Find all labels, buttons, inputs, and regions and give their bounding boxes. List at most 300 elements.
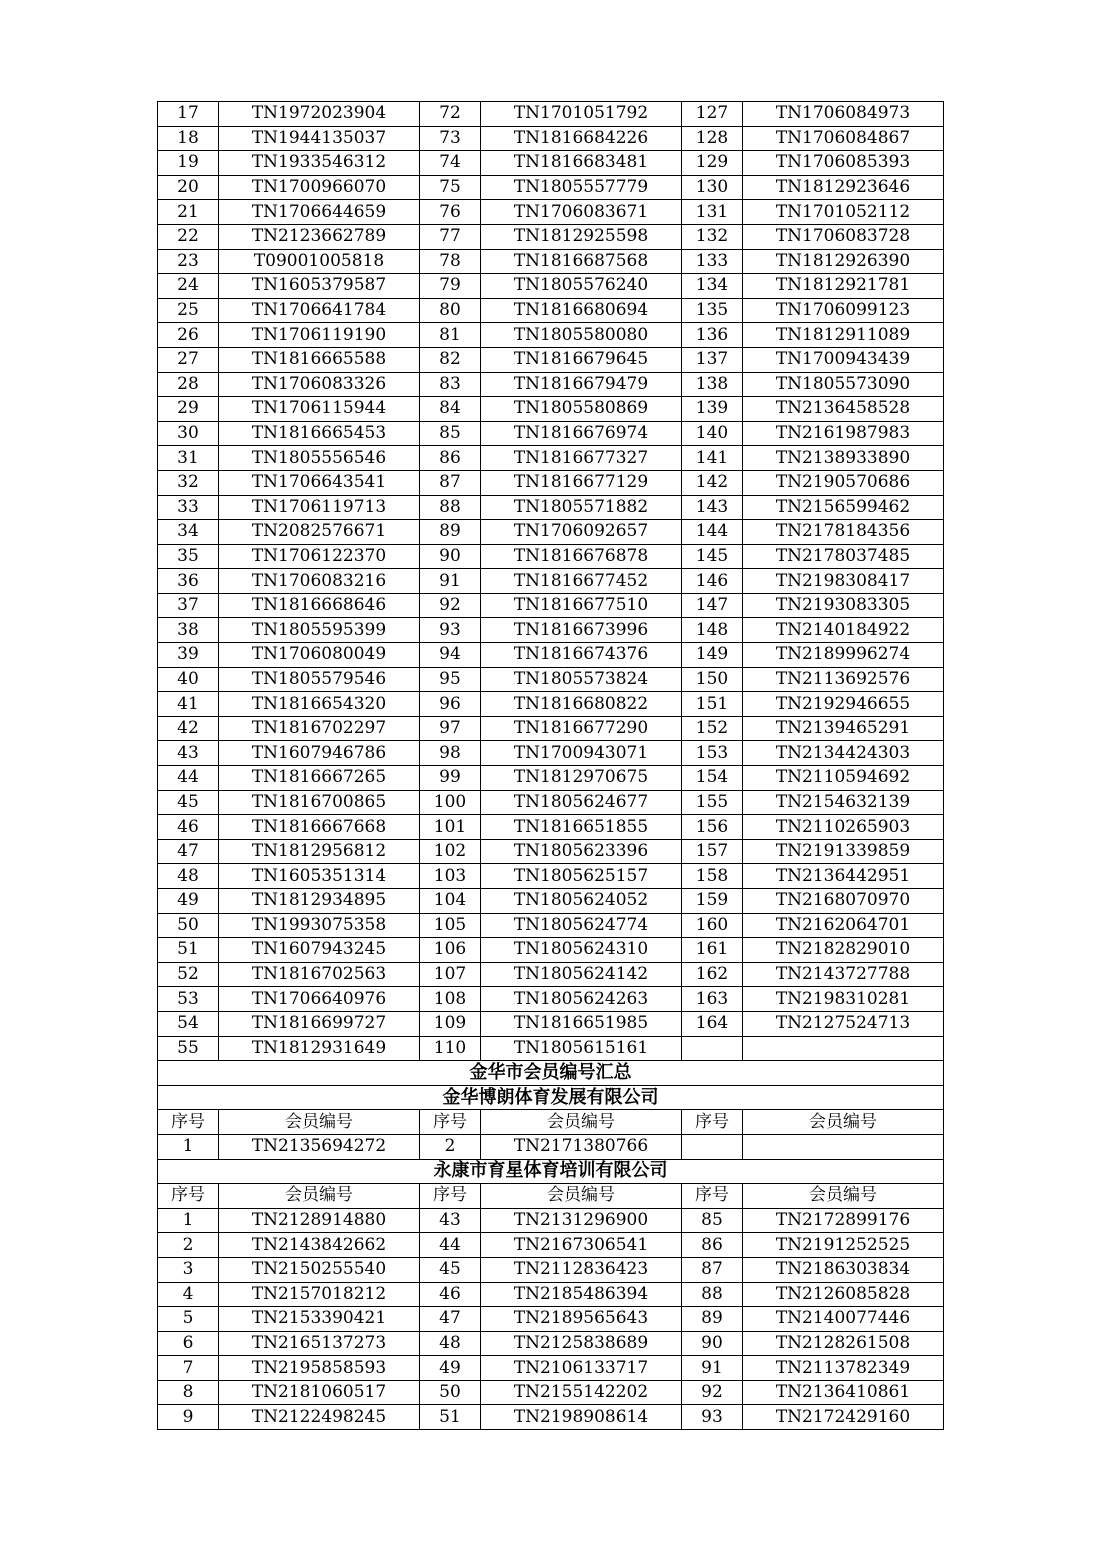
- member-id-cell: TN1805571882: [481, 495, 682, 520]
- seq-number-cell: 85: [420, 421, 481, 446]
- member-id-cell: TN1816674376: [481, 643, 682, 668]
- member-id-cell: TN1816679479: [481, 372, 682, 397]
- seq-number-cell: 140: [682, 421, 743, 446]
- member-id-cell: TN1812921781: [743, 274, 944, 299]
- member-id-cell: TN1816677290: [481, 716, 682, 741]
- member-id-cell: TN2128261508: [743, 1331, 944, 1356]
- member-id-cell: TN2181060517: [219, 1380, 420, 1405]
- seq-number-cell: 33: [158, 495, 219, 520]
- member-id-cell: TN1706083326: [219, 372, 420, 397]
- table-row: [158, 1356, 944, 1381]
- table-row: [158, 962, 944, 987]
- member-id-cell: TN2128914880: [219, 1208, 420, 1233]
- member-id-cell: TN2138933890: [743, 446, 944, 471]
- seq-number-cell: 161: [682, 938, 743, 963]
- member-id-cell: TN1706085393: [743, 151, 944, 176]
- member-id-cell: TN2106133717: [481, 1356, 682, 1381]
- member-id-cell: TN1816668646: [219, 593, 420, 618]
- seq-number-cell: 30: [158, 421, 219, 446]
- member-id-cell: TN1805557779: [481, 175, 682, 200]
- table-row: [158, 1011, 944, 1036]
- seq-number-cell: 91: [420, 569, 481, 594]
- seq-number-cell: 5: [158, 1307, 219, 1332]
- seq-number-cell: 41: [158, 692, 219, 717]
- table-row: [158, 274, 944, 299]
- member-id-cell: TN1706083671: [481, 200, 682, 225]
- seq-number-cell: 46: [420, 1282, 481, 1307]
- member-id-cell: TN1816700865: [219, 790, 420, 815]
- member-id-cell: TN1816680694: [481, 298, 682, 323]
- seq-number-cell: 45: [420, 1257, 481, 1282]
- member-id-cell: TN2172899176: [743, 1208, 944, 1233]
- company-title: 金华博朗体育发展有限公司: [158, 1085, 944, 1110]
- member-id-cell: TN1816665588: [219, 347, 420, 372]
- member-id-cell: TN1816684226: [481, 126, 682, 151]
- summary-title-row: [158, 1061, 944, 1086]
- seq-number-cell: 105: [420, 913, 481, 938]
- member-id-cell: TN1805624677: [481, 790, 682, 815]
- member-id-cell: TN2134424303: [743, 741, 944, 766]
- member-id-cell: TN1816680822: [481, 692, 682, 717]
- seq-number-cell: 92: [420, 593, 481, 618]
- table-row: [158, 495, 944, 520]
- seq-number-cell: 44: [158, 766, 219, 791]
- member-id-cell: TN1706083216: [219, 569, 420, 594]
- seq-number-cell: 95: [420, 667, 481, 692]
- seq-number-cell: 139: [682, 397, 743, 422]
- member-id-cell: TN2193083305: [743, 593, 944, 618]
- table-row: [158, 667, 944, 692]
- table-row: [158, 593, 944, 618]
- seq-number-cell: 157: [682, 839, 743, 864]
- table-row: [158, 692, 944, 717]
- table-row: [158, 372, 944, 397]
- seq-number-cell: 31: [158, 446, 219, 471]
- table-row: [158, 1036, 944, 1061]
- seq-number-cell: 79: [420, 274, 481, 299]
- member-id-cell: TN1607943245: [219, 938, 420, 963]
- table-row: [158, 790, 944, 815]
- seq-header: 序号: [158, 1184, 219, 1209]
- member-id-cell: TN1816651855: [481, 815, 682, 840]
- member-id-cell: TN1706122370: [219, 544, 420, 569]
- seq-number-cell: 129: [682, 151, 743, 176]
- member-id-header: 会员编号: [219, 1184, 420, 1209]
- seq-number-cell: 87: [682, 1257, 743, 1282]
- seq-number-cell: 142: [682, 470, 743, 495]
- seq-number-cell: 21: [158, 200, 219, 225]
- table-row: [158, 741, 944, 766]
- member-id-cell: TN1805615161: [481, 1036, 682, 1061]
- seq-number-cell: 152: [682, 716, 743, 741]
- seq-number-cell: 36: [158, 569, 219, 594]
- table-row: [158, 1380, 944, 1405]
- member-id-cell: TN2189565643: [481, 1307, 682, 1332]
- member-id-cell: TN1706119713: [219, 495, 420, 520]
- seq-number-cell: 47: [420, 1307, 481, 1332]
- member-id-cell: TN2190570686: [743, 470, 944, 495]
- member-id-cell: TN1816665453: [219, 421, 420, 446]
- seq-number-cell: 92: [682, 1380, 743, 1405]
- seq-number-cell: 49: [420, 1356, 481, 1381]
- seq-number-cell: 51: [420, 1405, 481, 1430]
- seq-number-cell: 7: [158, 1356, 219, 1381]
- member-id-cell: TN2182829010: [743, 938, 944, 963]
- table-row: [158, 347, 944, 372]
- member-id-cell: TN2195858593: [219, 1356, 420, 1381]
- member-id-cell: TN2154632139: [743, 790, 944, 815]
- member-id-header: 会员编号: [743, 1110, 944, 1135]
- member-id-cell: TN2186303834: [743, 1257, 944, 1282]
- member-id-cell: TN1805623396: [481, 839, 682, 864]
- seq-number-cell: 106: [420, 938, 481, 963]
- member-id-cell: TN2150255540: [219, 1257, 420, 1282]
- seq-number-cell: 40: [158, 667, 219, 692]
- seq-number-cell: 1: [158, 1208, 219, 1233]
- member-id-cell: TN1706099123: [743, 298, 944, 323]
- member-id-cell: TN2082576671: [219, 520, 420, 545]
- company-title-row: [158, 1159, 944, 1184]
- member-id-cell: TN1805573824: [481, 667, 682, 692]
- seq-number-cell: 100: [420, 790, 481, 815]
- seq-number-cell: 131: [682, 200, 743, 225]
- member-id-cell: TN1816687568: [481, 249, 682, 274]
- member-id-cell: TN1605379587: [219, 274, 420, 299]
- member-id-cell: TN1706083728: [743, 224, 944, 249]
- table-row: [158, 446, 944, 471]
- seq-number-cell: 80: [420, 298, 481, 323]
- seq-number-cell: 149: [682, 643, 743, 668]
- member-id-cell: TN1700943439: [743, 347, 944, 372]
- seq-number-cell: 93: [682, 1405, 743, 1430]
- member-id-header: 会员编号: [481, 1184, 682, 1209]
- seq-number-cell: 87: [420, 470, 481, 495]
- seq-number-cell: 137: [682, 347, 743, 372]
- seq-number-cell: 143: [682, 495, 743, 520]
- seq-number-cell: 23: [158, 249, 219, 274]
- member-id-cell: TN1605351314: [219, 864, 420, 889]
- seq-number-cell: 158: [682, 864, 743, 889]
- member-id-cell: [743, 1036, 944, 1061]
- member-id-cell: TN2113782349: [743, 1356, 944, 1381]
- seq-number-cell: 136: [682, 323, 743, 348]
- seq-number-cell: 19: [158, 151, 219, 176]
- table-row: [158, 126, 944, 151]
- table-row: [158, 618, 944, 643]
- member-id-cell: TN2157018212: [219, 1282, 420, 1307]
- seq-number-cell: 43: [158, 741, 219, 766]
- table-row: [158, 421, 944, 446]
- member-id-cell: TN1816676974: [481, 421, 682, 446]
- column-header-row: [158, 1184, 944, 1209]
- seq-number-cell: 128: [682, 126, 743, 151]
- member-id-cell: TN1816683481: [481, 151, 682, 176]
- column-header-row: [158, 1110, 944, 1135]
- table-row: [158, 249, 944, 274]
- member-id-cell: TN1816702297: [219, 716, 420, 741]
- seq-header: 序号: [420, 1184, 481, 1209]
- member-id-cell: TN1816677510: [481, 593, 682, 618]
- member-id-cell: TN1706115944: [219, 397, 420, 422]
- seq-number-cell: 35: [158, 544, 219, 569]
- table-row: [158, 569, 944, 594]
- seq-number-cell: 43: [420, 1208, 481, 1233]
- seq-number-cell: 133: [682, 249, 743, 274]
- member-id-cell: TN1805624142: [481, 962, 682, 987]
- member-id-cell: TN1816673996: [481, 618, 682, 643]
- member-id-cell: TN1816676878: [481, 544, 682, 569]
- table-row: [158, 1134, 944, 1159]
- member-id-cell: TN1805624052: [481, 889, 682, 914]
- seq-number-cell: 81: [420, 323, 481, 348]
- member-id-cell: TN1706644659: [219, 200, 420, 225]
- table-row: [158, 716, 944, 741]
- seq-number-cell: 75: [420, 175, 481, 200]
- seq-number-cell: 50: [158, 913, 219, 938]
- seq-number-cell: 54: [158, 1011, 219, 1036]
- seq-number-cell: 141: [682, 446, 743, 471]
- seq-number-cell: 107: [420, 962, 481, 987]
- member-id-cell: TN1701051792: [481, 102, 682, 127]
- seq-number-cell: 155: [682, 790, 743, 815]
- seq-number-cell: 130: [682, 175, 743, 200]
- member-id-cell: TN2172429160: [743, 1405, 944, 1430]
- seq-number-cell: 20: [158, 175, 219, 200]
- seq-number-cell: 82: [420, 347, 481, 372]
- member-id-cell: TN1706084867: [743, 126, 944, 151]
- table-row: [158, 864, 944, 889]
- table-row: [158, 1331, 944, 1356]
- seq-number-cell: 29: [158, 397, 219, 422]
- member-id-cell: TN1812926390: [743, 249, 944, 274]
- member-id-cell: TN2122498245: [219, 1405, 420, 1430]
- member-id-cell: TN1944135037: [219, 126, 420, 151]
- table-row: [158, 470, 944, 495]
- member-id-cell: TN1805624774: [481, 913, 682, 938]
- member-id-cell: TN1805573090: [743, 372, 944, 397]
- seq-number-cell: 42: [158, 716, 219, 741]
- table-row: [158, 987, 944, 1012]
- member-id-table: [157, 101, 944, 1430]
- table-row: [158, 889, 944, 914]
- seq-number-cell: 104: [420, 889, 481, 914]
- seq-number-cell: 17: [158, 102, 219, 127]
- member-id-cell: TN1706080049: [219, 643, 420, 668]
- seq-number-cell: 160: [682, 913, 743, 938]
- member-id-cell: TN2185486394: [481, 1282, 682, 1307]
- member-id-cell: TN1805595399: [219, 618, 420, 643]
- member-id-cell: TN1805624310: [481, 938, 682, 963]
- member-id-cell: TN1816654320: [219, 692, 420, 717]
- member-id-cell: TN1706092657: [481, 520, 682, 545]
- member-id-cell: TN1805556546: [219, 446, 420, 471]
- seq-number-cell: 74: [420, 151, 481, 176]
- seq-number-cell: 156: [682, 815, 743, 840]
- seq-number-cell: 78: [420, 249, 481, 274]
- member-id-cell: TN2192946655: [743, 692, 944, 717]
- member-id-cell: TN1812931649: [219, 1036, 420, 1061]
- seq-number-cell: 148: [682, 618, 743, 643]
- seq-number-cell: 48: [420, 1331, 481, 1356]
- seq-number-cell: 88: [682, 1282, 743, 1307]
- seq-number-cell: [682, 1134, 743, 1159]
- member-id-cell: TN2113692576: [743, 667, 944, 692]
- member-id-cell: TN1805579546: [219, 667, 420, 692]
- seq-number-cell: 47: [158, 839, 219, 864]
- seq-number-cell: 28: [158, 372, 219, 397]
- seq-number-cell: 84: [420, 397, 481, 422]
- table-row: [158, 643, 944, 668]
- member-id-cell: T09001005818: [219, 249, 420, 274]
- table-row: [158, 200, 944, 225]
- seq-number-cell: 50: [420, 1380, 481, 1405]
- seq-number-cell: 147: [682, 593, 743, 618]
- member-id-cell: TN1805580869: [481, 397, 682, 422]
- member-id-cell: TN2110594692: [743, 766, 944, 791]
- seq-header: 序号: [682, 1184, 743, 1209]
- seq-number-cell: 39: [158, 643, 219, 668]
- seq-number-cell: 9: [158, 1405, 219, 1430]
- seq-number-cell: 164: [682, 1011, 743, 1036]
- table-row: [158, 323, 944, 348]
- seq-number-cell: 101: [420, 815, 481, 840]
- member-id-cell: TN2168070970: [743, 889, 944, 914]
- member-id-cell: TN2171380766: [481, 1134, 682, 1159]
- seq-number-cell: 18: [158, 126, 219, 151]
- member-id-cell: TN1812923646: [743, 175, 944, 200]
- member-id-cell: TN1706084973: [743, 102, 944, 127]
- member-id-cell: TN1972023904: [219, 102, 420, 127]
- member-id-cell: TN1816699727: [219, 1011, 420, 1036]
- seq-number-cell: 85: [682, 1208, 743, 1233]
- table-row: [158, 175, 944, 200]
- seq-number-cell: 2: [158, 1233, 219, 1258]
- member-id-cell: TN1701052112: [743, 200, 944, 225]
- member-id-cell: TN1805580080: [481, 323, 682, 348]
- table-row: [158, 839, 944, 864]
- seq-number-cell: 90: [420, 544, 481, 569]
- seq-header: 序号: [158, 1110, 219, 1135]
- table-row: [158, 1208, 944, 1233]
- company-title-row: [158, 1085, 944, 1110]
- table-row: [158, 544, 944, 569]
- seq-number-cell: 8: [158, 1380, 219, 1405]
- member-id-cell: TN2198310281: [743, 987, 944, 1012]
- seq-number-cell: 91: [682, 1356, 743, 1381]
- member-id-cell: TN1816677327: [481, 446, 682, 471]
- seq-number-cell: 46: [158, 815, 219, 840]
- member-id-cell: TN2178184356: [743, 520, 944, 545]
- member-id-cell: TN2198308417: [743, 569, 944, 594]
- seq-number-cell: 45: [158, 790, 219, 815]
- seq-number-cell: 49: [158, 889, 219, 914]
- member-id-cell: TN1706641784: [219, 298, 420, 323]
- member-id-header: 会员编号: [219, 1110, 420, 1135]
- member-id-cell: TN2191252525: [743, 1233, 944, 1258]
- member-id-cell: TN2136442951: [743, 864, 944, 889]
- member-id-cell: TN2136410861: [743, 1380, 944, 1405]
- seq-number-cell: 97: [420, 716, 481, 741]
- seq-number-cell: 132: [682, 224, 743, 249]
- member-id-cell: TN2167306541: [481, 1233, 682, 1258]
- member-id-cell: [743, 1134, 944, 1159]
- seq-number-cell: 86: [682, 1233, 743, 1258]
- seq-number-cell: 6: [158, 1331, 219, 1356]
- member-id-cell: TN1993075358: [219, 913, 420, 938]
- seq-number-cell: 32: [158, 470, 219, 495]
- seq-number-cell: 90: [682, 1331, 743, 1356]
- seq-number-cell: 103: [420, 864, 481, 889]
- member-id-cell: TN2198908614: [481, 1405, 682, 1430]
- seq-number-cell: 146: [682, 569, 743, 594]
- seq-number-cell: 44: [420, 1233, 481, 1258]
- member-id-cell: TN1812934895: [219, 889, 420, 914]
- member-id-cell: TN1816679645: [481, 347, 682, 372]
- member-id-cell: TN1706643541: [219, 470, 420, 495]
- member-id-cell: TN2162064701: [743, 913, 944, 938]
- member-id-cell: TN2112836423: [481, 1257, 682, 1282]
- seq-number-cell: 53: [158, 987, 219, 1012]
- seq-number-cell: 162: [682, 962, 743, 987]
- member-id-cell: TN2131296900: [481, 1208, 682, 1233]
- table-row: [158, 397, 944, 422]
- table-row: [158, 151, 944, 176]
- seq-number-cell: 159: [682, 889, 743, 914]
- seq-number-cell: 99: [420, 766, 481, 791]
- seq-number-cell: 102: [420, 839, 481, 864]
- member-id-cell: TN1816667265: [219, 766, 420, 791]
- member-id-cell: TN2110265903: [743, 815, 944, 840]
- seq-number-cell: 26: [158, 323, 219, 348]
- table-row: [158, 520, 944, 545]
- seq-number-cell: 109: [420, 1011, 481, 1036]
- member-id-cell: TN2191339859: [743, 839, 944, 864]
- table-row: [158, 1307, 944, 1332]
- seq-number-cell: 76: [420, 200, 481, 225]
- member-id-cell: TN2125838689: [481, 1331, 682, 1356]
- seq-number-cell: [682, 1036, 743, 1061]
- seq-number-cell: 127: [682, 102, 743, 127]
- table-row: [158, 938, 944, 963]
- member-id-header: 会员编号: [481, 1110, 682, 1135]
- member-id-cell: TN1805576240: [481, 274, 682, 299]
- seq-number-cell: 145: [682, 544, 743, 569]
- seq-number-cell: 1: [158, 1134, 219, 1159]
- seq-number-cell: 163: [682, 987, 743, 1012]
- seq-number-cell: 88: [420, 495, 481, 520]
- table-row: [158, 1257, 944, 1282]
- seq-number-cell: 138: [682, 372, 743, 397]
- summary-title: 金华市会员编号汇总: [158, 1061, 944, 1086]
- seq-number-cell: 134: [682, 274, 743, 299]
- member-id-cell: TN2153390421: [219, 1307, 420, 1332]
- member-id-cell: TN1816667668: [219, 815, 420, 840]
- seq-number-cell: 4: [158, 1282, 219, 1307]
- member-id-cell: TN1607946786: [219, 741, 420, 766]
- seq-number-cell: 22: [158, 224, 219, 249]
- member-id-cell: TN1700966070: [219, 175, 420, 200]
- member-id-cell: TN2135694272: [219, 1134, 420, 1159]
- seq-number-cell: 25: [158, 298, 219, 323]
- seq-number-cell: 34: [158, 520, 219, 545]
- table-row: [158, 913, 944, 938]
- seq-number-cell: 144: [682, 520, 743, 545]
- seq-header: 序号: [682, 1110, 743, 1135]
- seq-number-cell: 154: [682, 766, 743, 791]
- member-id-cell: TN2126085828: [743, 1282, 944, 1307]
- member-id-cell: TN1706119190: [219, 323, 420, 348]
- table-row: [158, 298, 944, 323]
